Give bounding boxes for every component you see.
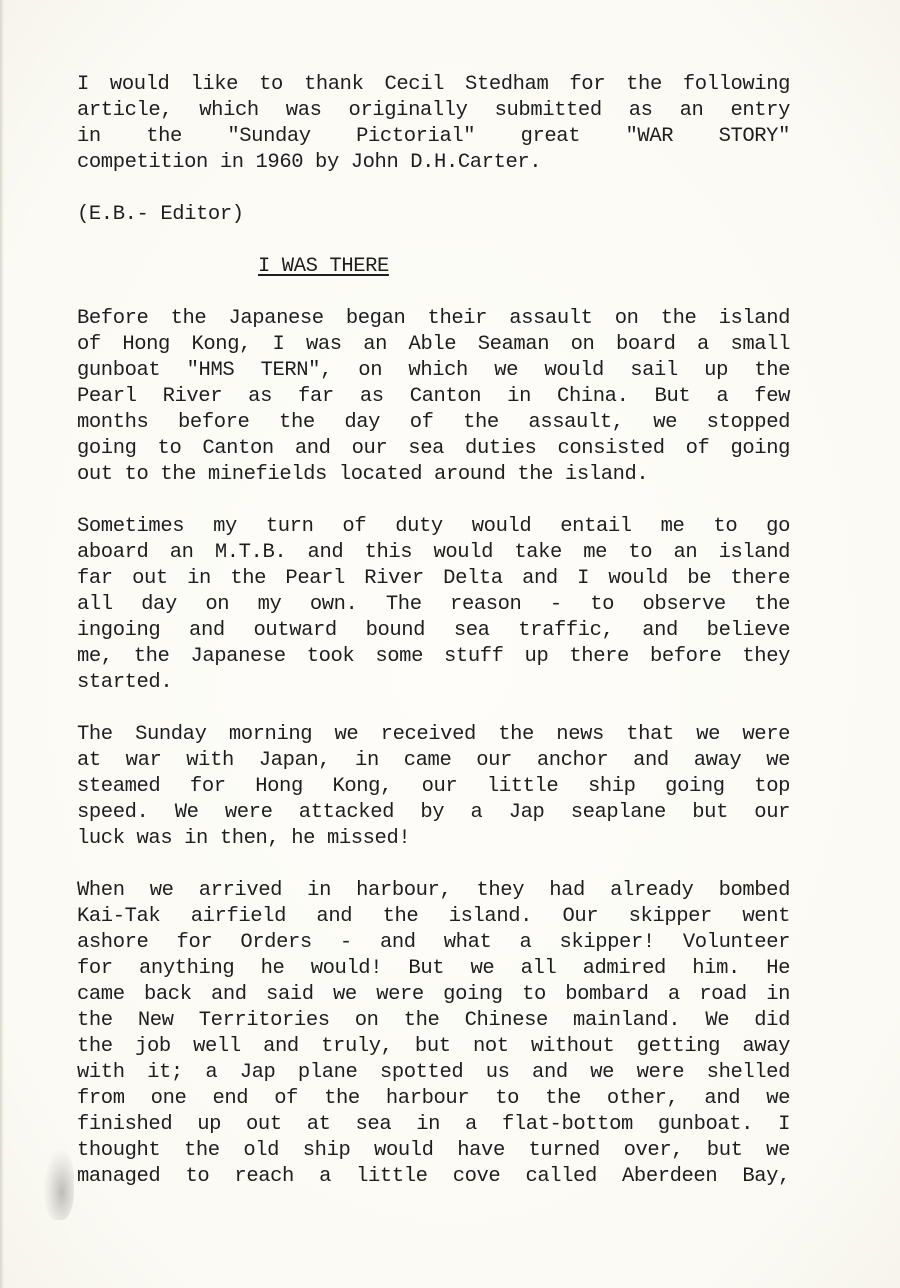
- paragraph-1: [77, 306, 790, 488]
- text-line: the New Territories on the Chinese mainland. We did: [77, 1009, 790, 1032]
- text-line: all day on my own. The reason - to observe the: [77, 593, 790, 616]
- text-line: in the "Sunday Pictorial" great "WAR STORY": [77, 125, 790, 148]
- scan-smudge: [44, 1150, 74, 1220]
- text-line: thought the old ship would have turned over, but we: [77, 1139, 790, 1162]
- text-line: of Hong Kong, I was an Able Seaman on board a small: [77, 333, 790, 356]
- text-line: at war with Japan, in came our anchor and away we: [77, 749, 790, 772]
- text-line: the job well and truly, but not without getting away: [77, 1035, 790, 1058]
- paragraph-4: [77, 878, 790, 1190]
- text-line: Sometimes my turn of duty would entail me to go: [77, 515, 790, 538]
- text-line: Pearl River as far as Canton in China. But a few: [77, 385, 790, 408]
- paragraph-3: [77, 722, 790, 852]
- text-line: started.: [77, 671, 173, 694]
- text-line: going to Canton and our sea duties consisted of going: [77, 437, 790, 460]
- text-line: steamed for Hong Kong, our little ship going top: [77, 775, 790, 798]
- article-title-text: I WAS THERE: [258, 255, 389, 278]
- text-line: finished up out at sea in a flat-bottom gunboat. I: [77, 1113, 790, 1136]
- text-line: came back and said we were going to bombard a road in: [77, 983, 790, 1006]
- text-line: ashore for Orders - and what a skipper! Volunteer: [77, 931, 790, 954]
- text-line: speed. We were attacked by a Jap seaplane but our: [77, 801, 790, 824]
- text-line: months before the day of the assault, we stopped: [77, 411, 790, 434]
- text-line: aboard an M.T.B. and this would take me to an island: [77, 541, 790, 564]
- intro-paragraph: [77, 72, 790, 176]
- text-line: for anything he would! But we all admired him. He: [77, 957, 790, 980]
- text-line: out to the minefields located around the island.: [77, 463, 649, 486]
- text-line: from one end of the harbour to the other, and we: [77, 1087, 790, 1110]
- text-line: with it; a Jap plane spotted us and we were shelled: [77, 1061, 790, 1084]
- text-line: Kai-Tak airfield and the island. Our skipper went: [77, 905, 790, 928]
- text-line: managed to reach a little cove called Aberdeen Bay,: [77, 1165, 790, 1188]
- document-body: [77, 72, 790, 1190]
- text-line: article, which was originally submitted as an entry: [77, 99, 790, 122]
- paragraph-2: [77, 514, 790, 696]
- paper-edge: [0, 0, 4, 1288]
- text-line: gunboat "HMS TERN", on which we would sail up the: [77, 359, 790, 382]
- text-line: far out in the Pearl River Delta and I would be there: [77, 567, 790, 590]
- text-line: luck was in then, he missed!: [77, 827, 411, 850]
- text-line: me, the Japanese took some stuff up there before they: [77, 645, 790, 668]
- article-title: [77, 254, 790, 280]
- text-line: I would like to thank Cecil Stedham for the following: [77, 73, 790, 96]
- text-line: When we arrived in harbour, they had already bombed: [77, 879, 790, 902]
- editor-note: (E.B.- Editor): [77, 203, 244, 226]
- text-line: Before the Japanese began their assault on the island: [77, 307, 790, 330]
- text-line: ingoing and outward bound sea traffic, and believe: [77, 619, 790, 642]
- text-line: The Sunday morning we received the news that we were: [77, 723, 790, 746]
- text-line: competition in 1960 by John D.H.Carter.: [77, 151, 542, 174]
